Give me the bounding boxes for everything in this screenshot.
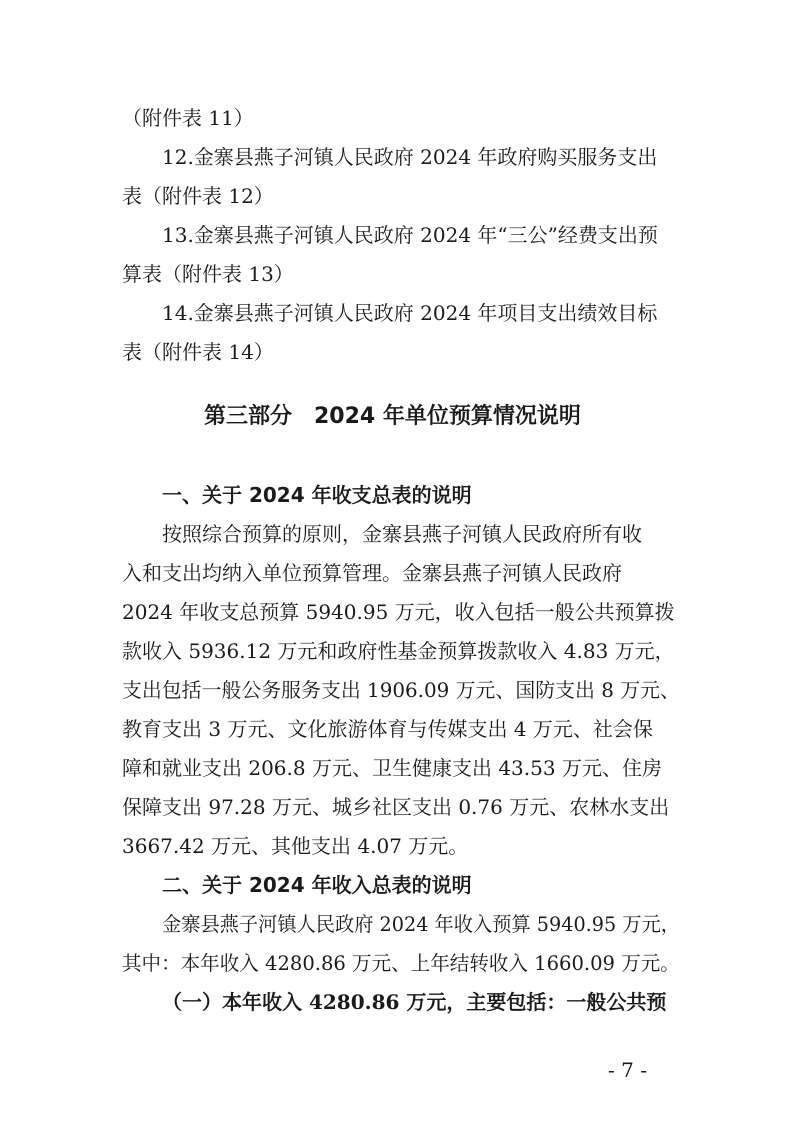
- text-line: 13.金寨县燕子河镇人民政府 2024 年“三公”经费支出预: [162, 223, 658, 247]
- text-line: 其中：本年收入 4280.86 万元、上年结转收入 1660.09 万元。: [122, 951, 680, 975]
- part-heading: 第三部分 2024 年单位预算情况说明: [204, 404, 581, 429]
- text-line: 3667.42 万元、其他支出 4.07 万元。: [122, 834, 469, 858]
- text-line: 按照综合预算的原则，金寨县燕子河镇人民政府所有收: [162, 522, 642, 546]
- text-line: 款收入 5936.12 万元和政府性基金预算拨款收入 4.83 万元，: [122, 639, 675, 663]
- text-line: 支出包括一般公务服务支出 1906.09 万元、国防支出 8 万元、: [122, 678, 680, 702]
- text-line: 教育支出 3 万元、文化旅游体育与传媒支出 4 万元、社会保: [122, 717, 653, 741]
- subsection-line: （一）本年收入 4280.86 万元，主要包括：一般公共预: [162, 990, 667, 1014]
- text-line: （附件表 11）: [122, 106, 254, 130]
- text-line: 表（附件表 12）: [122, 184, 274, 208]
- section-heading: 一、关于 2024 年收支总表的说明: [162, 483, 472, 507]
- text-line: 障和就业支出 206.8 万元、卫生健康支出 43.53 万元、住房: [122, 756, 662, 780]
- text-line: 保障支出 97.28 万元、城乡社区支出 0.76 万元、农林水支出: [122, 795, 670, 819]
- text-line: 算表（附件表 13）: [122, 262, 294, 286]
- text-line: 表（附件表 14）: [122, 340, 274, 364]
- text-line: 14.金寨县燕子河镇人民政府 2024 年项目支出绩效目标: [162, 301, 658, 325]
- text-line: 入和支出均纳入单位预算管理。金寨县燕子河镇人民政府: [122, 561, 622, 585]
- text-line: 金寨县燕子河镇人民政府 2024 年收入预算 5940.95 万元，: [162, 912, 681, 936]
- page-number: - 7 -: [608, 1058, 647, 1082]
- text-line: 12.金寨县燕子河镇人民政府 2024 年政府购买服务支出: [162, 145, 658, 169]
- text-line: 2024 年收支总预算 5940.95 万元，收入包括一般公共预算拨: [122, 600, 675, 624]
- section-heading: 二、关于 2024 年收入总表的说明: [162, 873, 472, 897]
